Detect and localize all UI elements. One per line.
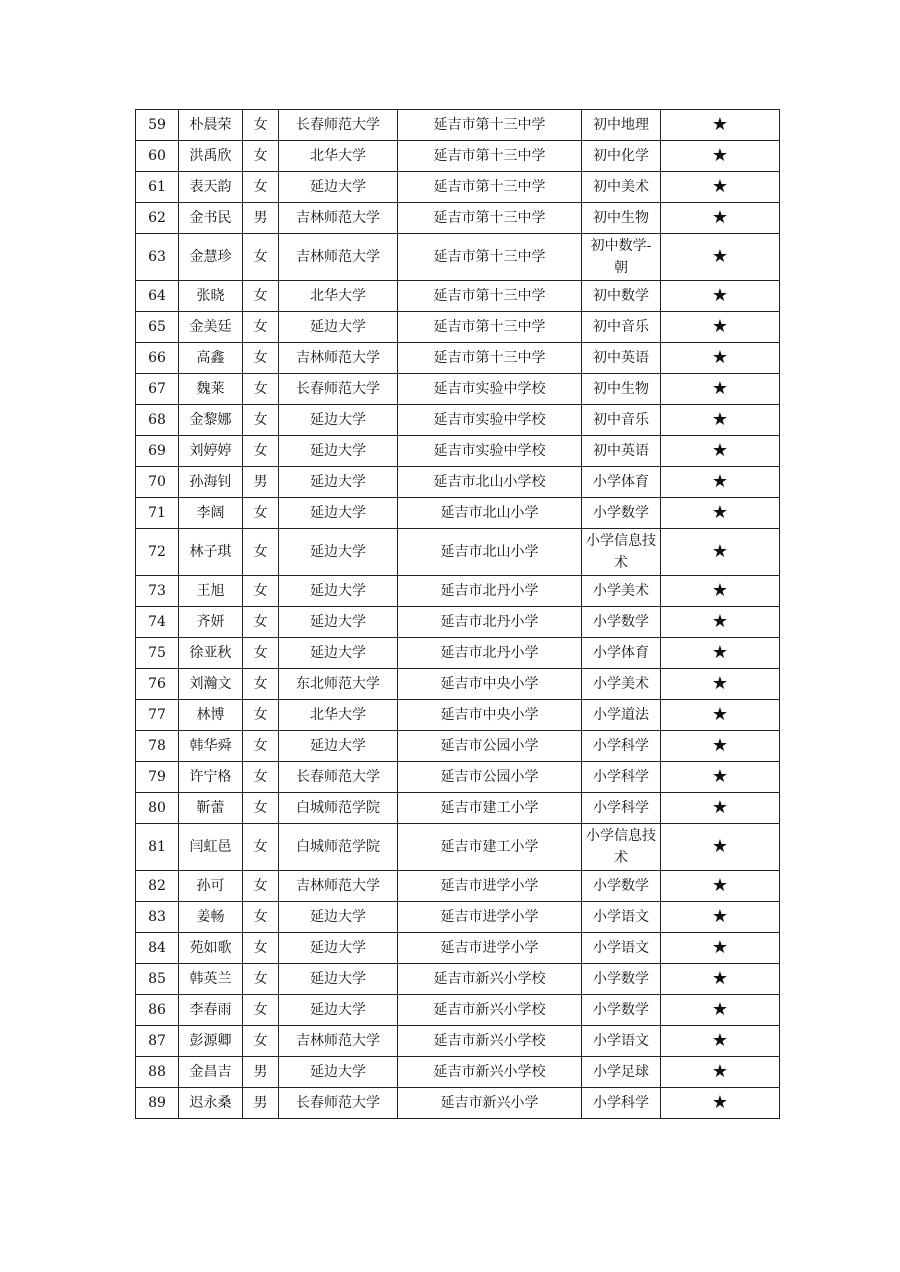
assigned-school-cell: 延吉市第十三中学: [398, 110, 582, 141]
teacher-name-cell: 闫虹邑: [179, 824, 243, 871]
university-cell: 长春师范大学: [279, 374, 398, 405]
teacher-name-cell: 孙可: [179, 871, 243, 902]
gender-cell: 女: [243, 281, 279, 312]
teacher-name-cell: 迟永桑: [179, 1088, 243, 1119]
star-mark-cell: ★: [661, 1088, 780, 1119]
teacher-name-cell: 高鑫: [179, 343, 243, 374]
table-row: [136, 343, 780, 374]
star-mark-cell: ★: [661, 576, 780, 607]
star-mark-cell: ★: [661, 700, 780, 731]
row-number-cell: 81: [136, 824, 179, 871]
row-number-cell: 70: [136, 467, 179, 498]
table-row: [136, 467, 780, 498]
teacher-name-cell: 韩华舜: [179, 731, 243, 762]
university-cell: 延边大学: [279, 1057, 398, 1088]
assigned-school-cell: 延吉市新兴小学校: [398, 1057, 582, 1088]
university-cell: 延边大学: [279, 498, 398, 529]
gender-cell: 女: [243, 498, 279, 529]
subject-cell: 小学美术: [582, 576, 661, 607]
teacher-name-cell: 许宁格: [179, 762, 243, 793]
assigned-school-cell: 延吉市进学小学: [398, 902, 582, 933]
table-row: [136, 902, 780, 933]
table-row: [136, 312, 780, 343]
star-mark-cell: ★: [661, 141, 780, 172]
gender-cell: 女: [243, 110, 279, 141]
star-mark-cell: ★: [661, 902, 780, 933]
gender-cell: 女: [243, 762, 279, 793]
gender-cell: 女: [243, 312, 279, 343]
gender-cell: 女: [243, 172, 279, 203]
row-number-cell: 73: [136, 576, 179, 607]
star-mark-cell: ★: [661, 436, 780, 467]
assigned-school-cell: 延吉市建工小学: [398, 824, 582, 871]
university-cell: 延边大学: [279, 529, 398, 576]
gender-cell: 女: [243, 374, 279, 405]
subject-cell: 小学数学: [582, 498, 661, 529]
table-row: [136, 110, 780, 141]
row-number-cell: 68: [136, 405, 179, 436]
university-cell: 延边大学: [279, 933, 398, 964]
assigned-school-cell: 延吉市新兴小学校: [398, 995, 582, 1026]
teacher-name-cell: 金慧珍: [179, 234, 243, 281]
subject-cell: 初中地理: [582, 110, 661, 141]
university-cell: 白城师范学院: [279, 793, 398, 824]
table-row: [136, 1057, 780, 1088]
subject-cell: 小学信息技术: [582, 824, 661, 871]
teacher-name-cell: 林博: [179, 700, 243, 731]
university-cell: 吉林师范大学: [279, 203, 398, 234]
star-mark-cell: ★: [661, 343, 780, 374]
gender-cell: 女: [243, 700, 279, 731]
row-number-cell: 78: [136, 731, 179, 762]
teacher-name-cell: 表天韵: [179, 172, 243, 203]
table-row: [136, 871, 780, 902]
teacher-name-cell: 李阔: [179, 498, 243, 529]
row-number-cell: 66: [136, 343, 179, 374]
star-mark-cell: ★: [661, 824, 780, 871]
table-row: [136, 700, 780, 731]
star-mark-cell: ★: [661, 995, 780, 1026]
subject-cell: 小学语文: [582, 933, 661, 964]
star-mark-cell: ★: [661, 933, 780, 964]
star-mark-cell: ★: [661, 638, 780, 669]
table-row: [136, 203, 780, 234]
gender-cell: 女: [243, 576, 279, 607]
subject-cell: 小学语文: [582, 1026, 661, 1057]
assigned-school-cell: 延吉市北山小学: [398, 498, 582, 529]
university-cell: 吉林师范大学: [279, 1026, 398, 1057]
subject-cell: 初中数学: [582, 281, 661, 312]
teacher-name-cell: 齐妍: [179, 607, 243, 638]
subject-cell: 小学数学: [582, 964, 661, 995]
star-mark-cell: ★: [661, 1057, 780, 1088]
university-cell: 延边大学: [279, 312, 398, 343]
university-cell: 吉林师范大学: [279, 343, 398, 374]
row-number-cell: 77: [136, 700, 179, 731]
assigned-school-cell: 延吉市实验中学校: [398, 405, 582, 436]
table-row: [136, 995, 780, 1026]
subject-cell: 初中化学: [582, 141, 661, 172]
roster-table: [135, 109, 780, 1119]
table-row: [136, 172, 780, 203]
row-number-cell: 67: [136, 374, 179, 405]
assigned-school-cell: 延吉市新兴小学校: [398, 1026, 582, 1057]
teacher-name-cell: 王旭: [179, 576, 243, 607]
table-row: [136, 762, 780, 793]
subject-cell: 初中数学-朝: [582, 234, 661, 281]
subject-cell: 初中英语: [582, 343, 661, 374]
table-row: [136, 529, 780, 576]
row-number-cell: 61: [136, 172, 179, 203]
row-number-cell: 60: [136, 141, 179, 172]
gender-cell: 女: [243, 933, 279, 964]
assigned-school-cell: 延吉市北丹小学: [398, 638, 582, 669]
assigned-school-cell: 延吉市进学小学: [398, 871, 582, 902]
university-cell: 延边大学: [279, 172, 398, 203]
subject-cell: 初中英语: [582, 436, 661, 467]
assigned-school-cell: 延吉市第十三中学: [398, 172, 582, 203]
teacher-name-cell: 李春雨: [179, 995, 243, 1026]
teacher-name-cell: 韩英兰: [179, 964, 243, 995]
star-mark-cell: ★: [661, 731, 780, 762]
subject-cell: 小学美术: [582, 669, 661, 700]
table-row: [136, 405, 780, 436]
university-cell: 延边大学: [279, 638, 398, 669]
teacher-name-cell: 刘瀚文: [179, 669, 243, 700]
university-cell: 延边大学: [279, 731, 398, 762]
university-cell: 吉林师范大学: [279, 234, 398, 281]
teacher-name-cell: 朴晨荣: [179, 110, 243, 141]
university-cell: 白城师范学院: [279, 824, 398, 871]
star-mark-cell: ★: [661, 374, 780, 405]
star-mark-cell: ★: [661, 964, 780, 995]
table-row: [136, 141, 780, 172]
university-cell: 延边大学: [279, 995, 398, 1026]
gender-cell: 女: [243, 529, 279, 576]
table-row: [136, 638, 780, 669]
gender-cell: 女: [243, 669, 279, 700]
assigned-school-cell: 延吉市建工小学: [398, 793, 582, 824]
teacher-name-cell: 洪禹欣: [179, 141, 243, 172]
university-cell: 北华大学: [279, 700, 398, 731]
teacher-name-cell: 金美廷: [179, 312, 243, 343]
subject-cell: 小学科学: [582, 1088, 661, 1119]
assigned-school-cell: 延吉市中央小学: [398, 700, 582, 731]
star-mark-cell: ★: [661, 405, 780, 436]
table-row: [136, 436, 780, 467]
table-row: [136, 374, 780, 405]
row-number-cell: 84: [136, 933, 179, 964]
row-number-cell: 75: [136, 638, 179, 669]
row-number-cell: 86: [136, 995, 179, 1026]
teacher-name-cell: 彭源卿: [179, 1026, 243, 1057]
row-number-cell: 89: [136, 1088, 179, 1119]
subject-cell: 小学数学: [582, 607, 661, 638]
gender-cell: 男: [243, 203, 279, 234]
table-row: [136, 607, 780, 638]
gender-cell: 女: [243, 141, 279, 172]
university-cell: 延边大学: [279, 902, 398, 933]
subject-cell: 小学体育: [582, 467, 661, 498]
row-number-cell: 87: [136, 1026, 179, 1057]
university-cell: 延边大学: [279, 576, 398, 607]
teacher-name-cell: 刘婷婷: [179, 436, 243, 467]
gender-cell: 女: [243, 995, 279, 1026]
star-mark-cell: ★: [661, 1026, 780, 1057]
teacher-name-cell: 金书民: [179, 203, 243, 234]
gender-cell: 女: [243, 234, 279, 281]
table-row: [136, 1026, 780, 1057]
university-cell: 长春师范大学: [279, 1088, 398, 1119]
teacher-name-cell: 苑如歌: [179, 933, 243, 964]
subject-cell: 小学科学: [582, 762, 661, 793]
row-number-cell: 59: [136, 110, 179, 141]
teacher-name-cell: 靳蕾: [179, 793, 243, 824]
assigned-school-cell: 延吉市北丹小学: [398, 607, 582, 638]
university-cell: 吉林师范大学: [279, 871, 398, 902]
gender-cell: 女: [243, 607, 279, 638]
subject-cell: 小学语文: [582, 902, 661, 933]
teacher-name-cell: 张晓: [179, 281, 243, 312]
row-number-cell: 62: [136, 203, 179, 234]
table-row: [136, 824, 780, 871]
university-cell: 北华大学: [279, 281, 398, 312]
assigned-school-cell: 延吉市第十三中学: [398, 141, 582, 172]
table-row: [136, 964, 780, 995]
gender-cell: 女: [243, 731, 279, 762]
table-row: [136, 731, 780, 762]
subject-cell: 初中音乐: [582, 312, 661, 343]
gender-cell: 男: [243, 467, 279, 498]
subject-cell: 初中生物: [582, 203, 661, 234]
assigned-school-cell: 延吉市第十三中学: [398, 312, 582, 343]
teacher-name-cell: 魏莱: [179, 374, 243, 405]
row-number-cell: 64: [136, 281, 179, 312]
table-row: [136, 498, 780, 529]
star-mark-cell: ★: [661, 203, 780, 234]
gender-cell: 男: [243, 1088, 279, 1119]
subject-cell: 初中生物: [582, 374, 661, 405]
subject-cell: 小学体育: [582, 638, 661, 669]
teacher-name-cell: 林子琪: [179, 529, 243, 576]
star-mark-cell: ★: [661, 172, 780, 203]
subject-cell: 小学科学: [582, 731, 661, 762]
star-mark-cell: ★: [661, 607, 780, 638]
gender-cell: 女: [243, 1026, 279, 1057]
gender-cell: 女: [243, 343, 279, 374]
gender-cell: 女: [243, 638, 279, 669]
gender-cell: 女: [243, 436, 279, 467]
subject-cell: 初中美术: [582, 172, 661, 203]
university-cell: 延边大学: [279, 964, 398, 995]
star-mark-cell: ★: [661, 871, 780, 902]
star-mark-cell: ★: [661, 281, 780, 312]
teacher-name-cell: 孙海钊: [179, 467, 243, 498]
star-mark-cell: ★: [661, 762, 780, 793]
table-row: [136, 793, 780, 824]
star-mark-cell: ★: [661, 312, 780, 343]
assigned-school-cell: 延吉市第十三中学: [398, 234, 582, 281]
university-cell: 延边大学: [279, 607, 398, 638]
row-number-cell: 74: [136, 607, 179, 638]
star-mark-cell: ★: [661, 110, 780, 141]
table-body: [136, 110, 780, 1119]
teacher-name-cell: 金黎娜: [179, 405, 243, 436]
gender-cell: 女: [243, 902, 279, 933]
assigned-school-cell: 延吉市新兴小学: [398, 1088, 582, 1119]
row-number-cell: 63: [136, 234, 179, 281]
assigned-school-cell: 延吉市实验中学校: [398, 374, 582, 405]
gender-cell: 女: [243, 824, 279, 871]
university-cell: 延边大学: [279, 405, 398, 436]
assigned-school-cell: 延吉市进学小学: [398, 933, 582, 964]
subject-cell: 小学数学: [582, 995, 661, 1026]
row-number-cell: 65: [136, 312, 179, 343]
table-row: [136, 669, 780, 700]
row-number-cell: 82: [136, 871, 179, 902]
table-row: [136, 1088, 780, 1119]
assigned-school-cell: 延吉市实验中学校: [398, 436, 582, 467]
row-number-cell: 72: [136, 529, 179, 576]
assigned-school-cell: 延吉市北丹小学: [398, 576, 582, 607]
subject-cell: 小学科学: [582, 793, 661, 824]
gender-cell: 女: [243, 405, 279, 436]
university-cell: 长春师范大学: [279, 110, 398, 141]
assigned-school-cell: 延吉市公园小学: [398, 762, 582, 793]
table-row: [136, 234, 780, 281]
subject-cell: 初中音乐: [582, 405, 661, 436]
row-number-cell: 79: [136, 762, 179, 793]
subject-cell: 小学足球: [582, 1057, 661, 1088]
star-mark-cell: ★: [661, 669, 780, 700]
subject-cell: 小学道法: [582, 700, 661, 731]
table-row: [136, 933, 780, 964]
gender-cell: 男: [243, 1057, 279, 1088]
row-number-cell: 71: [136, 498, 179, 529]
assigned-school-cell: 延吉市第十三中学: [398, 343, 582, 374]
star-mark-cell: ★: [661, 529, 780, 576]
university-cell: 东北师范大学: [279, 669, 398, 700]
assigned-school-cell: 延吉市第十三中学: [398, 281, 582, 312]
subject-cell: 小学信息技术: [582, 529, 661, 576]
university-cell: 延边大学: [279, 436, 398, 467]
row-number-cell: 69: [136, 436, 179, 467]
teacher-name-cell: 姜畅: [179, 902, 243, 933]
teacher-name-cell: 金昌吉: [179, 1057, 243, 1088]
teacher-name-cell: 徐亚秋: [179, 638, 243, 669]
assigned-school-cell: 延吉市公园小学: [398, 731, 582, 762]
university-cell: 延边大学: [279, 467, 398, 498]
row-number-cell: 80: [136, 793, 179, 824]
assigned-school-cell: 延吉市第十三中学: [398, 203, 582, 234]
row-number-cell: 83: [136, 902, 179, 933]
star-mark-cell: ★: [661, 467, 780, 498]
row-number-cell: 85: [136, 964, 179, 995]
university-cell: 长春师范大学: [279, 762, 398, 793]
assigned-school-cell: 延吉市北山小学校: [398, 467, 582, 498]
star-mark-cell: ★: [661, 498, 780, 529]
row-number-cell: 76: [136, 669, 179, 700]
assigned-school-cell: 延吉市中央小学: [398, 669, 582, 700]
star-mark-cell: ★: [661, 234, 780, 281]
subject-cell: 小学数学: [582, 871, 661, 902]
university-cell: 北华大学: [279, 141, 398, 172]
gender-cell: 女: [243, 793, 279, 824]
gender-cell: 女: [243, 871, 279, 902]
table-row: [136, 576, 780, 607]
assigned-school-cell: 延吉市北山小学: [398, 529, 582, 576]
star-mark-cell: ★: [661, 793, 780, 824]
assigned-school-cell: 延吉市新兴小学校: [398, 964, 582, 995]
gender-cell: 女: [243, 964, 279, 995]
table-row: [136, 281, 780, 312]
row-number-cell: 88: [136, 1057, 179, 1088]
